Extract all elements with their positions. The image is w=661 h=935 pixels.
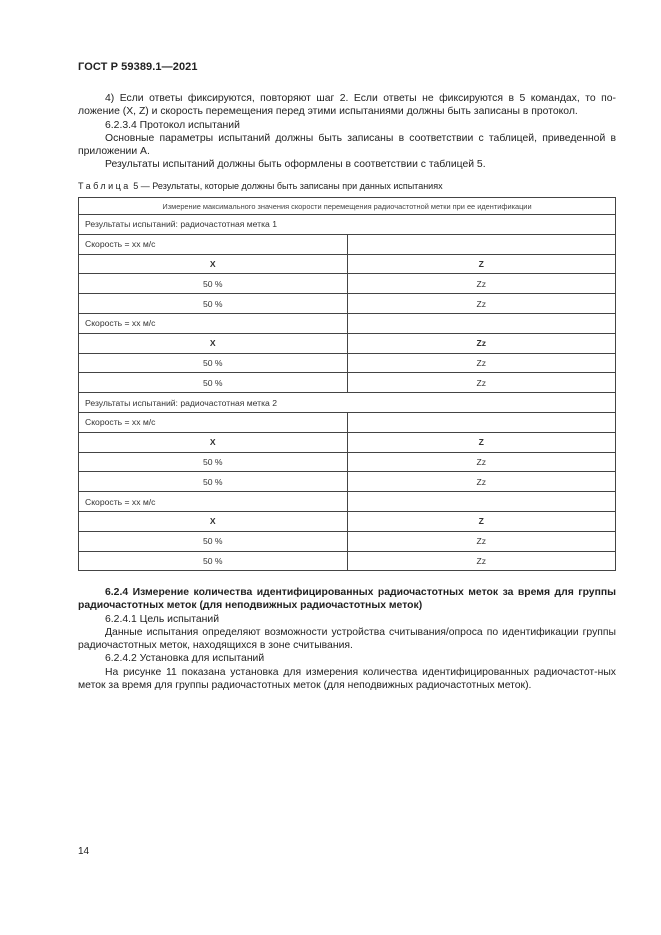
speed-cell: Скорость = хх м/с — [79, 412, 348, 432]
table-row — [79, 333, 616, 353]
x-value-cell: 50 % — [79, 551, 348, 571]
column-z-header: Z — [347, 254, 616, 274]
x-value-cell: 50 % — [79, 353, 348, 373]
table-row — [79, 511, 616, 531]
subsection-title-6-2-4-1: 6.2.4.1 Цель испытаний — [105, 613, 220, 625]
table-row — [79, 234, 616, 254]
subsection-title-6-2-4-2: 6.2.4.2 Установка для испытаний — [105, 653, 265, 665]
results-table — [78, 197, 616, 571]
purpose-paragraph: Данные испытания определяют возможности устройства считывания/опроса по идентификации группы радиочастотных меток, находящихся в зоне считывания. — [78, 626, 616, 652]
z-value-cell: Zz — [347, 452, 616, 472]
x-value-cell: 50 % — [79, 373, 348, 393]
intro-text — [78, 92, 616, 172]
speed-cell: Скорость = хх м/с — [79, 492, 348, 512]
page-number: 14 — [78, 846, 90, 857]
x-value-cell: 50 % — [79, 452, 348, 472]
table-row — [79, 274, 616, 294]
x-value-cell: 50 % — [79, 531, 348, 551]
section-6-2-4 — [78, 586, 616, 692]
empty-cell — [347, 412, 616, 432]
table-row — [79, 492, 616, 512]
table-header-cell: Измерение максимального значения скорости перемещения радиочастотной метки при ее идентификации — [79, 198, 616, 215]
x-value-cell: 50 % — [79, 294, 348, 314]
setup-paragraph: На рисунке 11 показана установка для измерения количества идентифицированных радиочастот-ных меток за время для группы радиочастотных меток (для неподвижных радиочастотных меток). — [78, 666, 616, 692]
results-paragraph: Результаты испытаний должны быть оформлены в соответствии с таблицей 5. — [105, 159, 486, 171]
table-row — [79, 452, 616, 472]
table-row — [79, 254, 616, 274]
z-value-cell: Zz — [347, 274, 616, 294]
table-caption-text: 5 — Результаты, которые должны быть записаны при данных испытаниях — [130, 181, 443, 191]
tag-2-label: Результаты испытаний: радиочастотная метка 2 — [79, 393, 616, 413]
empty-cell — [347, 492, 616, 512]
table-row — [79, 373, 616, 393]
column-x-header: X — [79, 254, 348, 274]
z-value-cell: Zz — [347, 294, 616, 314]
table-row — [79, 353, 616, 373]
table-row — [79, 531, 616, 551]
table-row — [79, 393, 616, 413]
table-caption — [78, 181, 616, 192]
column-zz-header: Zz — [347, 333, 616, 353]
table-row — [79, 313, 616, 333]
section-heading: 6.2.4 Измерение количества идентифицированных радиочастотных меток за время для группы радиочастотных меток (для неподвижных радиочастотных меток) — [78, 587, 616, 612]
protocol-paragraph: Основные параметры испытаний должны быть записаны в соответствии с таблицей, приведенной в приложении А. — [78, 132, 616, 158]
empty-cell — [347, 313, 616, 333]
subsection-title-6-2-3-4: 6.2.3.4 Протокол испытаний — [105, 119, 240, 131]
z-value-cell: Zz — [347, 531, 616, 551]
table-row — [79, 432, 616, 452]
step-4-paragraph: 4) Если ответы фиксируются, повторяют шаг 2. Если ответы не фиксируются в 5 командах, то по-ложение (X, Z) и скорость перемещения перед этими испытаниями должны быть записаны в протокол. — [78, 93, 616, 118]
table-row — [79, 472, 616, 492]
table-row — [79, 412, 616, 432]
document-id: ГОСТ Р 59389.1—2021 — [78, 61, 198, 73]
empty-cell — [347, 234, 616, 254]
table-row — [79, 551, 616, 571]
x-value-cell: 50 % — [79, 472, 348, 492]
z-value-cell: Zz — [347, 353, 616, 373]
column-x-header: X — [79, 511, 348, 531]
column-x-header: X — [79, 333, 348, 353]
table-caption-word: Таблица — [78, 181, 131, 191]
column-z-header: Z — [347, 432, 616, 452]
z-value-cell: Zz — [347, 472, 616, 492]
z-value-cell: Zz — [347, 373, 616, 393]
table-row — [79, 294, 616, 314]
column-x-header: X — [79, 432, 348, 452]
speed-cell: Скорость = хх м/с — [79, 313, 348, 333]
table-row — [79, 215, 616, 235]
tag-1-label: Результаты испытаний: радиочастотная метка 1 — [79, 215, 616, 235]
x-value-cell: 50 % — [79, 274, 348, 294]
speed-cell: Скорость = хх м/с — [79, 234, 348, 254]
z-value-cell: Zz — [347, 551, 616, 571]
table-header-row — [79, 198, 616, 215]
column-z-header: Z — [347, 511, 616, 531]
